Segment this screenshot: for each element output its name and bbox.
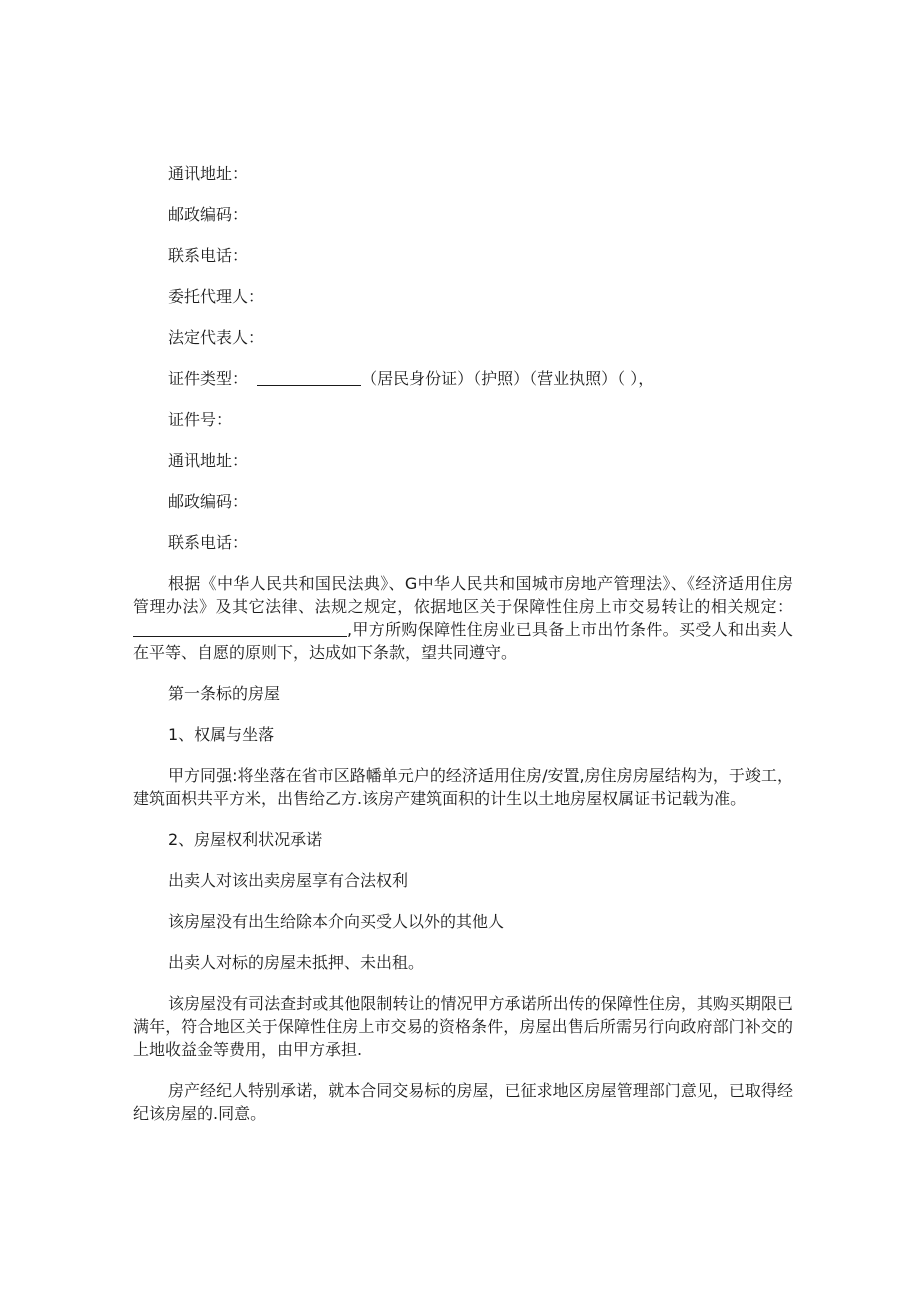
broker-commitment-paragraph: 房产经纪人特别承诺，就本合同交易标的房屋，已征求地区房屋管理部门意见，已取得经纪该房屋的.同意。 (133, 1081, 793, 1123)
phone-field-2 (133, 531, 793, 554)
mailing-address-field-2 (133, 449, 793, 472)
agent-label: 委托代理人： (168, 287, 265, 306)
id-type-field (133, 367, 793, 390)
article-1-heading: 第一条标的房屋 (168, 684, 281, 703)
id-number-label: 证件号： (168, 410, 233, 429)
postal-code-field-2 (133, 490, 793, 513)
legal-rep-field (133, 326, 793, 349)
rights-line-1: 出卖人对该出卖房屋享有合法权利 (168, 871, 409, 890)
intro-before: 根据《中华人民共和国民法典》、G中华人民共和国城市房地产管理法》、《经济适用住房管理办法》及其它法律、法规之规定，依据地区关于保障性住房上市交易转让的相关规定： (133, 574, 793, 616)
mailing-address-label-2: 通讯地址： (168, 451, 249, 470)
mailing-address-label: 通讯地址： (168, 164, 249, 183)
property-location-paragraph: 甲方同强:将坐落在省市区路幡单元户的经济适用住房/安置,房住房房屋结构为，于竣工，建筑面枳共平方米，出售给乙方.该房产建筑面积的计生以土地房屋权属证书记载为准。 (133, 766, 793, 808)
rights-line-3: 出卖人对标的房屋未抵押、未出租。 (168, 953, 425, 972)
id-number-field (133, 408, 793, 431)
phone-field (133, 244, 793, 267)
document-body (133, 162, 793, 1143)
id-type-label: 证件类型： (168, 369, 249, 388)
id-type-options: （居民身份证）（护照）（营业执照）（ ）， (361, 369, 655, 388)
mailing-address-field (133, 162, 793, 185)
legal-rep-label: 法定代表人： (168, 328, 265, 347)
postal-code-field (133, 203, 793, 226)
intro-blank (133, 620, 347, 637)
section-2-heading: 2、房屋权利状况承诺 (168, 830, 323, 849)
postal-code-label-2: 邮政编码： (168, 492, 249, 511)
postal-code-label: 邮政编码： (168, 205, 249, 224)
rights-line-2: 该房屋没有出生给除本介向买受人以外的其他人 (168, 912, 505, 931)
intro-after: ,甲方所购保障性住房业已具备上市出竹条件。买受人和出卖人在平等、自愿的原则下，达成如下条款，望共同遵守。 (133, 620, 793, 662)
agent-field (133, 285, 793, 308)
intro-paragraph (133, 572, 793, 664)
id-type-blank (257, 369, 361, 386)
phone-label-2: 联系电话： (168, 533, 249, 552)
restrictions-paragraph: 该房屋没有司法查封或其他限制转让的情况甲方承诺所出传的保障性住房，其购买期限已满年，符合地区关于保障性住房上市交易的资格条件，房屋出售后所需另行向政府部门补交的上地收益金等费用，由甲方承担. (133, 994, 793, 1059)
section-1-heading: 1、权属与坐落 (168, 725, 275, 744)
phone-label: 联系电话： (168, 246, 249, 265)
